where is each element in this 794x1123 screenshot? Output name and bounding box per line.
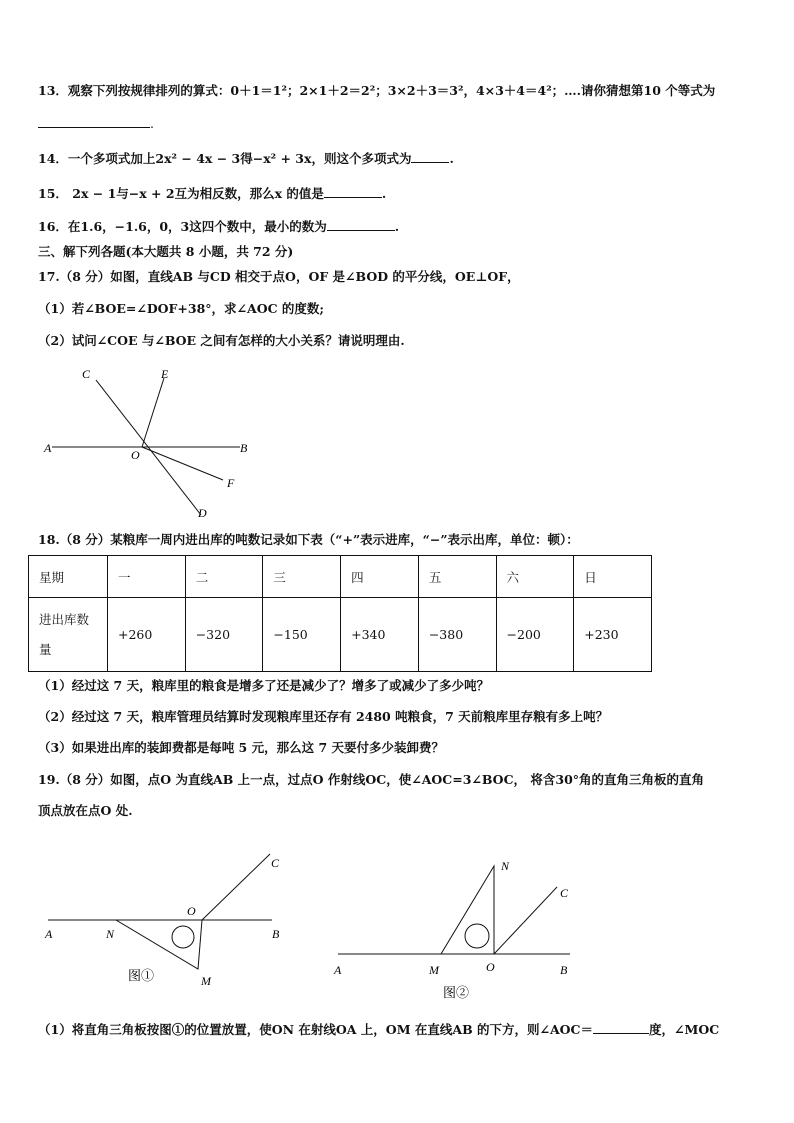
q16-line xyxy=(38,218,399,236)
fig2-label-o: O xyxy=(486,960,495,974)
q18-value-cell: −320 xyxy=(185,598,263,672)
fig2-triangle xyxy=(441,866,494,954)
q18-part1: （1）经过这 7 天，粮库里的粮食是增多了还是减少了？增多了或减少了多少吨？ xyxy=(38,678,490,693)
section3-heading: 三、解下列各题(本大题共 8 小题，共 72 分) xyxy=(38,244,294,259)
q19-stem-line2: 顶点放在点O 处. xyxy=(38,803,133,818)
q18-part2: （2）经过这 7 天，粮库管理员结算时发现粮库里还存有 2480 吨粮食，7 天前粮库里存粮有多上吨？ xyxy=(38,709,609,724)
table-row xyxy=(29,598,652,672)
fig2-ray-oc xyxy=(494,887,557,954)
q18-day-cell: 日 xyxy=(574,556,652,598)
q14-text: 14．一个多项式加上2x² − 4x − 3得−x² + 3x，则这个多项式为 xyxy=(38,151,412,166)
fig1-ray-oc xyxy=(202,854,270,920)
q18-head-amount-l1: 进出库数 xyxy=(39,611,90,627)
q18-value-cell: −380 xyxy=(418,598,496,672)
q17-label-o: O xyxy=(131,448,140,462)
q18-table-head-amount xyxy=(29,598,108,672)
q19-aoc-blank[interactable] xyxy=(593,1021,649,1034)
q14-answer-blank[interactable] xyxy=(411,150,449,163)
q17-label-c: C xyxy=(82,367,91,381)
q19-figure-1 xyxy=(40,848,300,994)
q18-day-cell: 四 xyxy=(341,556,419,598)
q13-period: . xyxy=(150,116,154,131)
q13-line2 xyxy=(38,115,154,133)
q17-ray-of xyxy=(142,447,223,480)
q17-label-d: D xyxy=(198,506,207,520)
q16-period: . xyxy=(394,219,400,234)
q18-table-head-day: 星期 xyxy=(29,556,108,598)
q19-part1-a: （1）将直角三角板按图①的位置放置，使ON 在射线OA 上，OM 在直线AB 的下方，则∠AOC＝ xyxy=(38,1022,594,1037)
q17-figure xyxy=(40,362,270,522)
q17-stem: 17.（8 分）如图，直线AB 与CD 相交于点O，OF 是∠BOD 的平分线，OE⊥OF， xyxy=(38,269,520,284)
q18-day-cell: 五 xyxy=(418,556,496,598)
fig2-label-b: B xyxy=(560,963,568,977)
fig2-label-c: C xyxy=(560,886,569,900)
q19-stem-line1: 19.（8 分）如图，点O 为直线AB 上一点，过点O 作射线OC，使∠AOC=3∠BOC， 将含30°角的直角三角板的直角 xyxy=(38,772,705,787)
q14-line xyxy=(38,150,454,168)
fig1-label-o: O xyxy=(187,904,196,918)
q18-stem: 18.（8 分）某粮库一周内进出库的吨数记录如下表（“+”表示进库，“−”表示出库，单位：顿）： xyxy=(38,532,579,547)
q13-answer-blank[interactable] xyxy=(38,115,150,128)
q19-figure-2 xyxy=(330,850,580,1005)
q17-label-e: E xyxy=(161,367,169,381)
q17-part1: （1）若∠BOE=∠DOF+38°，求∠AOC 的度数; xyxy=(38,301,325,316)
q18-part3: （3）如果进出库的装卸费都是每吨 5 元，那么这 7 天要付多少装卸费？ xyxy=(38,740,445,755)
fig1-label-a: A xyxy=(45,927,53,941)
fig1-triangle-hole xyxy=(172,926,194,948)
q18-value-cell: −200 xyxy=(496,598,574,672)
q18-value-cell: +340 xyxy=(341,598,419,672)
q19-part1-b: 度，∠MOC xyxy=(649,1022,720,1037)
q18-value-cell: −150 xyxy=(263,598,341,672)
q17-label-a: A xyxy=(44,441,52,455)
fig1-label-m: M xyxy=(201,974,211,988)
q17-ray-oe xyxy=(142,378,164,447)
q18-day-cell: 六 xyxy=(496,556,574,598)
fig1-caption: 图① xyxy=(128,968,155,983)
q18-table xyxy=(28,555,652,672)
q18-head-amount-l2: 量 xyxy=(39,641,52,657)
fig2-caption: 图② xyxy=(443,985,470,1000)
q15-answer-blank[interactable] xyxy=(324,185,382,198)
q17-part2: （2）试问∠COE 与∠BOE 之间有怎样的大小关系？请说明理由. xyxy=(38,333,405,348)
table-row xyxy=(29,556,652,598)
q18-value-cell: +230 xyxy=(574,598,652,672)
q19-part1 xyxy=(38,1021,719,1039)
q13-line1: 13．观察下列按规律排列的算式：0＋1＝1²；2×1＋2＝2²；3×2＋3＝3²，4×3＋4＝4²；….请你猜想第10 个等式为 xyxy=(38,83,716,98)
fig1-label-c: C xyxy=(271,856,280,870)
q18-day-cell: 一 xyxy=(108,556,186,598)
q16-text: 16．在1.6，−1.6，0，3这四个数中，最小的数为 xyxy=(38,219,327,234)
q18-value-cell: +260 xyxy=(108,598,186,672)
fig2-label-n: N xyxy=(501,859,510,873)
q15-line xyxy=(38,185,386,203)
fig1-label-n: N xyxy=(106,927,115,941)
q17-label-f: F xyxy=(227,476,235,490)
fig2-label-m: M xyxy=(429,963,439,977)
q15-text: 15． 2x − 1与−x + 2互为相反数，那么x 的值是 xyxy=(38,186,324,201)
q18-day-cell: 二 xyxy=(185,556,263,598)
q16-answer-blank[interactable] xyxy=(327,218,395,231)
q18-day-cell: 三 xyxy=(263,556,341,598)
q17-label-b: B xyxy=(240,441,248,455)
q14-period: . xyxy=(449,151,454,166)
fig2-triangle-hole xyxy=(465,924,489,948)
fig1-label-b: B xyxy=(272,927,280,941)
q15-period: . xyxy=(381,186,387,201)
fig2-label-a: A xyxy=(334,963,342,977)
